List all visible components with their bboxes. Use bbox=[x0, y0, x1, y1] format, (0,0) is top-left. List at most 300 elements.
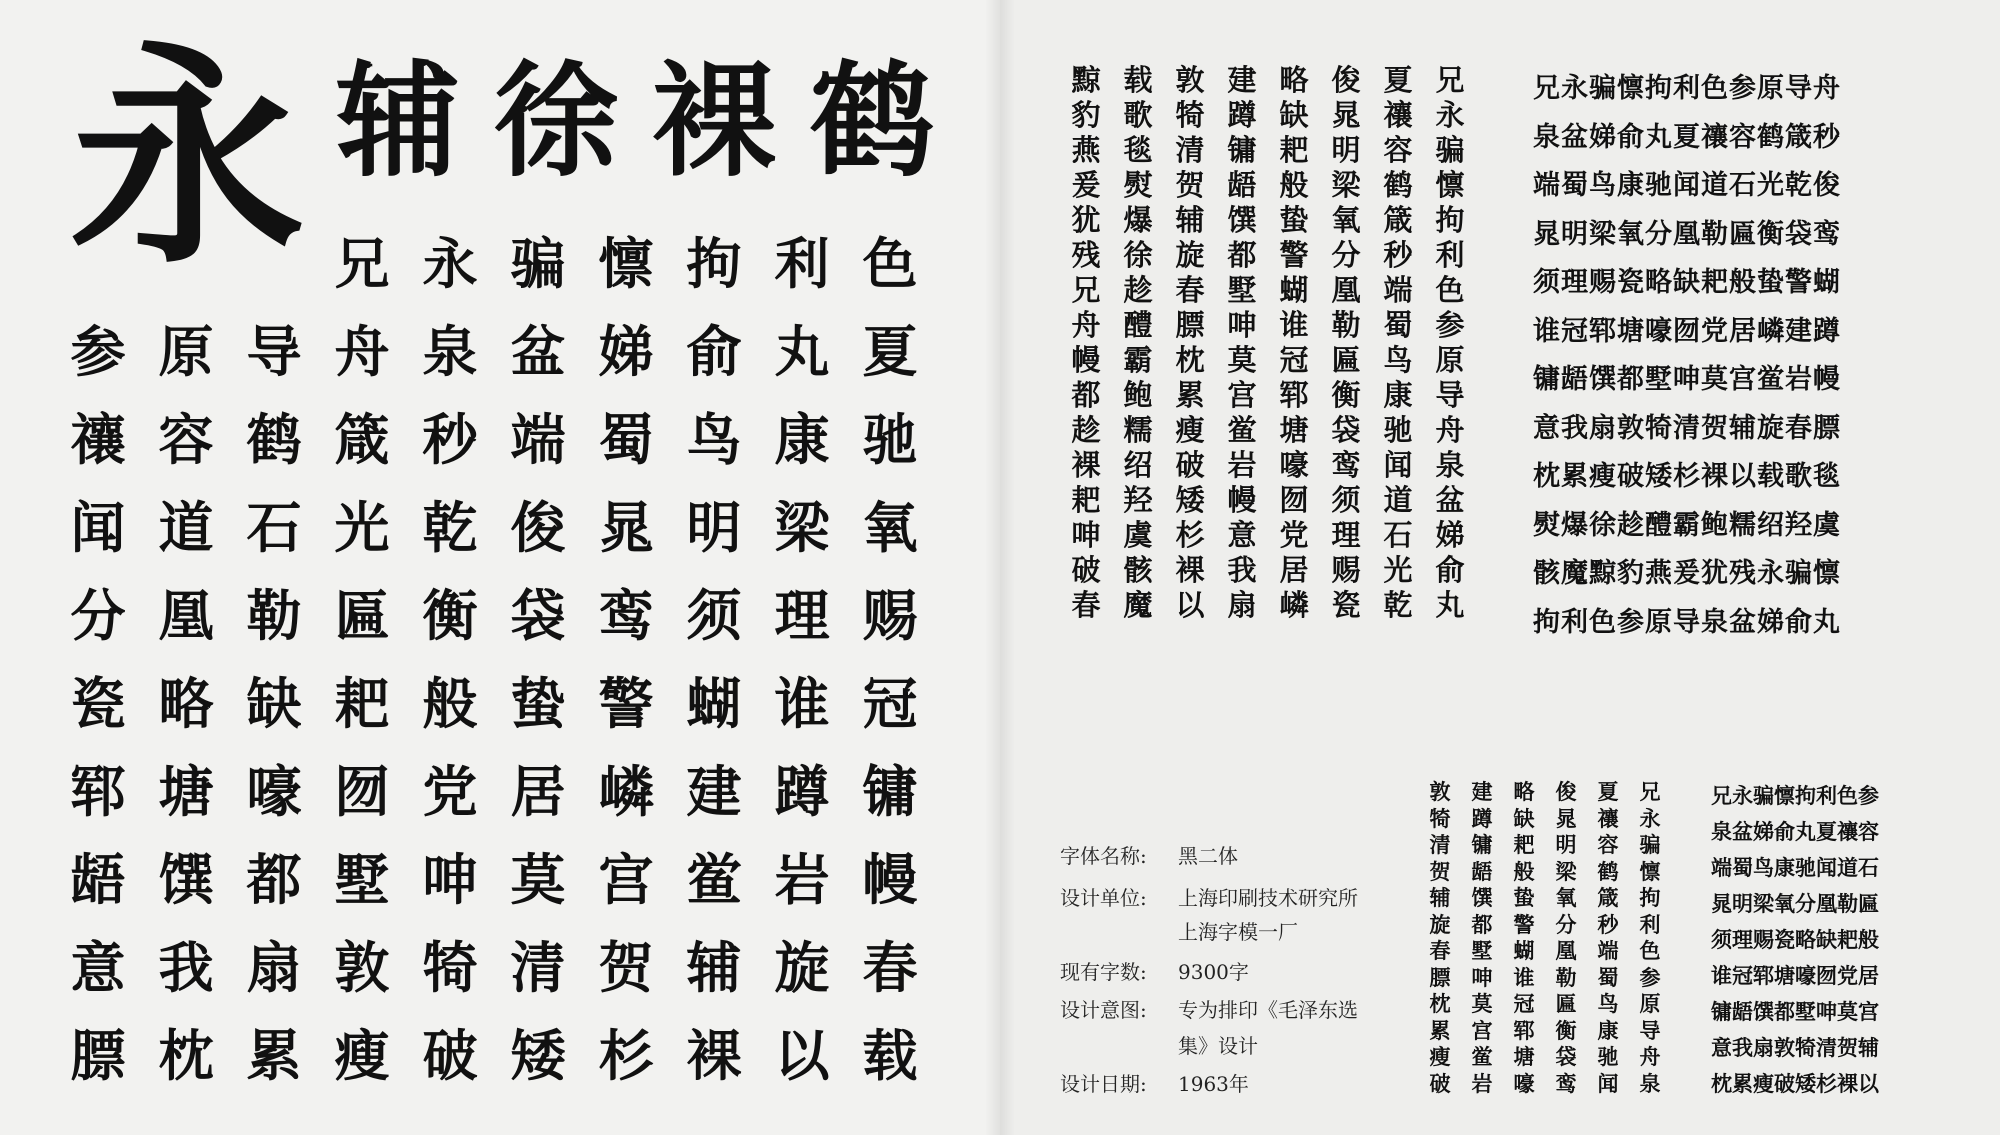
vertical-glyph: 禳 bbox=[1383, 98, 1413, 132]
small-vertical-glyph: 清 bbox=[1429, 833, 1451, 857]
grid-glyph: 我 bbox=[158, 936, 214, 1000]
vertical-glyph: 瘦 bbox=[1175, 413, 1205, 447]
vertical-glyph: 耙 bbox=[1279, 133, 1309, 167]
small-vertical-glyph: 匾 bbox=[1555, 992, 1577, 1016]
vertical-glyph: 呻 bbox=[1071, 518, 1101, 552]
grid-glyph: 以 bbox=[774, 1024, 830, 1088]
vertical-glyph: 旋 bbox=[1175, 238, 1205, 272]
grid-glyph: 枕 bbox=[158, 1024, 214, 1088]
grid-glyph: 嚎 bbox=[246, 760, 302, 824]
vertical-glyph: 糯 bbox=[1123, 413, 1153, 447]
small-vertical-glyph: 舟 bbox=[1639, 1045, 1661, 1069]
vertical-glyph: 扇 bbox=[1227, 588, 1257, 622]
vertical-glyph: 犹 bbox=[1071, 203, 1101, 237]
small-vertical-glyph: 驰 bbox=[1597, 1045, 1619, 1069]
grid-glyph: 破 bbox=[422, 1024, 478, 1088]
grid-glyph: 蝴 bbox=[686, 672, 742, 736]
small-vertical-glyph: 嚎 bbox=[1513, 1071, 1535, 1096]
info-value: 9300字 bbox=[1178, 960, 1249, 984]
small-vertical-glyph: 蝴 bbox=[1513, 939, 1535, 963]
vertical-glyph: 意 bbox=[1227, 518, 1257, 552]
vertical-glyph: 光 bbox=[1383, 553, 1413, 587]
vertical-glyph: 丸 bbox=[1435, 588, 1465, 622]
vertical-glyph: 镛 bbox=[1227, 133, 1257, 167]
grid-glyph: 犄 bbox=[422, 936, 478, 1000]
vertical-glyph: 春 bbox=[1071, 588, 1101, 622]
grid-glyph: 累 bbox=[246, 1024, 302, 1088]
small-vertical-glyph: 导 bbox=[1639, 1018, 1661, 1043]
vertical-glyph: 清 bbox=[1175, 133, 1205, 167]
vertical-glyph: 龉 bbox=[1227, 168, 1257, 202]
vertical-glyph: 俊 bbox=[1331, 63, 1361, 97]
small-vertical-glyph: 端 bbox=[1597, 939, 1619, 963]
grid-glyph: 容 bbox=[158, 408, 214, 472]
vertical-glyph: 容 bbox=[1383, 133, 1413, 167]
small-vertical-glyph: 冠 bbox=[1513, 992, 1535, 1016]
vertical-glyph: 瓷 bbox=[1331, 588, 1361, 622]
grid-glyph: 幔 bbox=[862, 848, 918, 912]
small-vertical-glyph: 参 bbox=[1639, 965, 1661, 990]
small-vertical-glyph: 镛 bbox=[1471, 833, 1493, 857]
grid-glyph: 永 bbox=[422, 232, 478, 296]
vertical-glyph: 累 bbox=[1175, 378, 1205, 412]
grid-glyph: 敦 bbox=[334, 936, 390, 1000]
vertical-glyph: 盆 bbox=[1435, 483, 1465, 517]
vertical-glyph: 导 bbox=[1435, 378, 1465, 412]
vertical-glyph: 秒 bbox=[1383, 238, 1413, 272]
vertical-glyph: 色 bbox=[1435, 273, 1465, 307]
small-vertical-glyph: 警 bbox=[1513, 912, 1535, 937]
vertical-glyph: 以 bbox=[1175, 588, 1205, 622]
vertical-glyph: 绍 bbox=[1123, 448, 1153, 482]
small-vertical-glyph: 蛰 bbox=[1513, 886, 1535, 910]
grid-glyph: 墅 bbox=[334, 848, 390, 912]
grid-glyph: 秒 bbox=[422, 408, 478, 472]
small-vertical-glyph: 鲎 bbox=[1471, 1045, 1493, 1069]
vertical-glyph: 须 bbox=[1331, 483, 1361, 517]
grid-glyph: 蛰 bbox=[510, 672, 566, 736]
vertical-glyph: 鲎 bbox=[1227, 413, 1257, 447]
vertical-glyph: 呻 bbox=[1227, 308, 1257, 342]
vertical-glyph: 蛰 bbox=[1279, 203, 1309, 237]
horizontal-row: 须理赐瓷略缺耙般蛰警蝴 bbox=[1533, 267, 1841, 298]
vertical-glyph: 馔 bbox=[1227, 203, 1257, 237]
grid-glyph: 都 bbox=[246, 848, 302, 912]
small-vertical-glyph: 泉 bbox=[1639, 1071, 1661, 1096]
grid-glyph: 泉 bbox=[422, 320, 478, 384]
small-vertical-glyph: 蹲 bbox=[1471, 806, 1493, 831]
horizontal-row: 镛龉馔都墅呻莫宫鲎岩幔 bbox=[1533, 364, 1841, 395]
vertical-glyph: 夏 bbox=[1383, 63, 1413, 97]
grid-glyph: 色 bbox=[862, 232, 918, 296]
grid-glyph: 袋 bbox=[510, 584, 566, 648]
small-vertical-glyph: 懔 bbox=[1639, 859, 1661, 884]
grid-glyph: 郓 bbox=[70, 760, 126, 824]
small-horizontal-row: 端蜀鸟康驰闻道石 bbox=[1711, 856, 1879, 880]
grid-glyph: 盆 bbox=[510, 320, 566, 384]
small-vertical-glyph: 略 bbox=[1513, 780, 1535, 804]
vertical-glyph: 豹 bbox=[1071, 98, 1101, 132]
grid-glyph: 呻 bbox=[422, 848, 478, 912]
grid-glyph: 夏 bbox=[862, 320, 918, 384]
info-label: 设计日期: bbox=[1060, 1072, 1147, 1096]
horizontal-row: 熨爆徐趁醴霸鲍糯绍羟虞 bbox=[1533, 509, 1841, 541]
vertical-glyph: 骗 bbox=[1435, 133, 1465, 167]
small-vertical-glyph: 氧 bbox=[1555, 886, 1577, 910]
info-label: 设计单位: bbox=[1060, 886, 1147, 910]
grid-glyph: 矮 bbox=[510, 1024, 566, 1088]
small-vertical-glyph: 敦 bbox=[1429, 780, 1451, 804]
vertical-glyph: 趁 bbox=[1123, 273, 1153, 307]
vertical-glyph: 蹲 bbox=[1227, 98, 1257, 132]
vertical-glyph: 分 bbox=[1331, 238, 1361, 272]
vertical-glyph: 囫 bbox=[1279, 483, 1309, 517]
small-vertical-glyph: 枕 bbox=[1429, 992, 1451, 1016]
grid-glyph: 警 bbox=[598, 672, 654, 736]
grid-glyph: 箴 bbox=[334, 408, 390, 472]
grid-glyph: 耙 bbox=[334, 672, 390, 736]
vertical-glyph: 舟 bbox=[1435, 413, 1465, 447]
vertical-glyph: 墅 bbox=[1227, 273, 1257, 307]
vertical-glyph: 谁 bbox=[1279, 308, 1309, 342]
vertical-glyph: 懔 bbox=[1435, 168, 1465, 202]
vertical-glyph: 羟 bbox=[1123, 483, 1153, 517]
small-vertical-glyph: 建 bbox=[1471, 780, 1493, 804]
grid-glyph: 蹲 bbox=[774, 760, 830, 824]
horizontal-row: 端蜀鸟康驰闻道石光乾俊 bbox=[1533, 170, 1841, 201]
vertical-glyph: 居 bbox=[1279, 553, 1309, 587]
headline-glyph: 辅 bbox=[335, 50, 460, 194]
grid-glyph: 懔 bbox=[598, 232, 654, 296]
grid-glyph: 扇 bbox=[246, 936, 302, 1000]
vertical-glyph: 宫 bbox=[1227, 378, 1257, 412]
small-vertical-glyph: 犄 bbox=[1429, 806, 1451, 831]
vertical-glyph: 贺 bbox=[1175, 168, 1205, 202]
grid-glyph: 蜀 bbox=[598, 408, 654, 472]
grid-glyph: 瘦 bbox=[334, 1024, 390, 1088]
vertical-glyph: 冠 bbox=[1279, 343, 1309, 377]
vertical-glyph: 膘 bbox=[1175, 308, 1205, 342]
vertical-glyph: 道 bbox=[1383, 483, 1413, 517]
vertical-glyph: 娣 bbox=[1435, 518, 1465, 552]
small-horizontal-row: 晁明梁氧分凰勒匾 bbox=[1711, 892, 1879, 916]
grid-glyph: 骗 bbox=[510, 232, 566, 296]
vertical-glyph: 鹤 bbox=[1383, 168, 1413, 202]
grid-glyph: 晁 bbox=[598, 496, 654, 560]
vertical-glyph: 缺 bbox=[1279, 98, 1309, 132]
small-vertical-glyph: 辅 bbox=[1429, 886, 1451, 910]
grid-glyph: 般 bbox=[422, 672, 478, 736]
grid-glyph: 石 bbox=[246, 496, 302, 560]
vertical-glyph: 裸 bbox=[1175, 553, 1205, 587]
small-vertical-glyph: 明 bbox=[1555, 833, 1577, 857]
grid-glyph: 理 bbox=[774, 584, 830, 648]
small-vertical-glyph: 利 bbox=[1639, 912, 1661, 937]
small-vertical-glyph: 康 bbox=[1597, 1018, 1619, 1043]
grid-glyph: 衡 bbox=[422, 584, 478, 648]
vertical-glyph: 破 bbox=[1071, 553, 1101, 587]
headline-glyph: 徐 bbox=[493, 50, 618, 194]
vertical-glyph: 乾 bbox=[1383, 588, 1413, 622]
small-vertical-glyph: 蜀 bbox=[1597, 965, 1619, 990]
small-vertical-glyph: 秒 bbox=[1597, 912, 1619, 937]
vertical-glyph: 蝴 bbox=[1279, 273, 1309, 307]
small-vertical-glyph: 骗 bbox=[1639, 833, 1661, 857]
small-vertical-glyph: 春 bbox=[1429, 939, 1451, 963]
vertical-glyph: 爆 bbox=[1123, 203, 1153, 237]
vertical-glyph: 氧 bbox=[1331, 203, 1361, 237]
small-horizontal-row: 谁冠郓塘嚎囫党居 bbox=[1711, 964, 1879, 988]
vertical-glyph: 康 bbox=[1383, 378, 1413, 412]
vertical-glyph: 徐 bbox=[1123, 238, 1153, 272]
small-vertical-glyph: 永 bbox=[1639, 806, 1661, 831]
small-vertical-glyph: 禳 bbox=[1597, 806, 1619, 831]
small-vertical-glyph: 馔 bbox=[1471, 886, 1493, 910]
grid-glyph: 塘 bbox=[158, 760, 214, 824]
grid-glyph: 辅 bbox=[686, 936, 742, 1000]
small-vertical-glyph: 鸾 bbox=[1555, 1071, 1577, 1096]
vertical-glyph: 醴 bbox=[1123, 308, 1153, 342]
grid-glyph: 镛 bbox=[862, 760, 918, 824]
small-vertical-glyph: 龉 bbox=[1471, 859, 1493, 884]
vertical-glyph: 我 bbox=[1227, 553, 1257, 587]
small-vertical-glyph: 贺 bbox=[1429, 859, 1451, 884]
vertical-glyph: 梁 bbox=[1331, 168, 1361, 202]
info-label: 设计意图: bbox=[1060, 998, 1147, 1022]
small-vertical-glyph: 岩 bbox=[1471, 1071, 1493, 1096]
vertical-glyph: 闻 bbox=[1383, 448, 1413, 482]
vertical-glyph: 莫 bbox=[1227, 343, 1257, 377]
small-vertical-glyph: 夏 bbox=[1597, 780, 1619, 804]
grid-glyph: 岩 bbox=[774, 848, 830, 912]
small-vertical-glyph: 缺 bbox=[1513, 806, 1535, 831]
vertical-glyph: 辅 bbox=[1175, 203, 1205, 237]
grid-glyph: 娣 bbox=[598, 320, 654, 384]
grid-glyph: 明 bbox=[686, 496, 742, 560]
vertical-glyph: 党 bbox=[1279, 518, 1309, 552]
small-vertical-glyph: 塘 bbox=[1513, 1045, 1535, 1069]
grid-glyph: 兄 bbox=[334, 232, 390, 296]
grid-glyph: 光 bbox=[334, 496, 390, 560]
grid-glyph: 党 bbox=[422, 760, 478, 824]
grid-glyph: 驰 bbox=[862, 408, 918, 472]
vertical-glyph: 驰 bbox=[1383, 413, 1413, 447]
grid-glyph: 导 bbox=[246, 320, 302, 384]
info-value: 上海印刷技术研究所 bbox=[1178, 886, 1358, 910]
small-vertical-glyph: 凰 bbox=[1555, 939, 1577, 963]
grid-glyph: 杉 bbox=[598, 1024, 654, 1088]
grid-glyph: 缺 bbox=[246, 672, 302, 736]
vertical-glyph: 凰 bbox=[1331, 273, 1361, 307]
vertical-glyph: 爰 bbox=[1071, 168, 1101, 202]
grid-glyph: 宫 bbox=[598, 848, 654, 912]
grid-glyph: 鸾 bbox=[598, 584, 654, 648]
info-value: 集》设计 bbox=[1178, 1034, 1258, 1058]
grid-glyph: 贺 bbox=[598, 936, 654, 1000]
grid-glyph: 俊 bbox=[510, 496, 566, 560]
horizontal-row: 拘利色参原导泉盆娣俞丸 bbox=[1533, 606, 1841, 638]
small-horizontal-row: 须理赐瓷略缺耙般 bbox=[1711, 928, 1879, 952]
vertical-glyph: 歌 bbox=[1123, 98, 1153, 132]
grid-glyph: 端 bbox=[510, 408, 566, 472]
vertical-glyph: 石 bbox=[1383, 518, 1413, 552]
grid-glyph: 膘 bbox=[70, 1024, 126, 1088]
vertical-glyph: 虞 bbox=[1123, 518, 1153, 552]
grid-glyph: 馔 bbox=[158, 848, 214, 912]
vertical-glyph: 略 bbox=[1279, 63, 1309, 97]
grid-glyph: 鸟 bbox=[686, 408, 742, 472]
horizontal-row: 意我扇敦犄清贺辅旋春膘 bbox=[1533, 412, 1841, 444]
small-vertical-glyph: 瘦 bbox=[1429, 1045, 1451, 1069]
small-vertical-glyph: 勒 bbox=[1555, 965, 1577, 990]
small-vertical-glyph: 色 bbox=[1639, 939, 1661, 963]
small-vertical-glyph: 呻 bbox=[1471, 965, 1493, 990]
vertical-glyph: 幔 bbox=[1227, 483, 1257, 517]
vertical-glyph: 郓 bbox=[1279, 378, 1309, 412]
grid-glyph: 禳 bbox=[70, 408, 126, 472]
vertical-glyph: 衡 bbox=[1331, 378, 1361, 412]
small-vertical-glyph: 袋 bbox=[1555, 1045, 1577, 1069]
vertical-glyph: 袋 bbox=[1331, 413, 1361, 447]
small-horizontal-row: 兄永骗懔拘利色参 bbox=[1711, 784, 1879, 808]
vertical-glyph: 都 bbox=[1071, 378, 1101, 412]
vertical-glyph: 裸 bbox=[1071, 448, 1101, 482]
grid-glyph: 春 bbox=[862, 936, 918, 1000]
horizontal-row: 兄永骗懔拘利色参原导舟 bbox=[1533, 73, 1841, 104]
small-vertical-glyph: 原 bbox=[1639, 992, 1661, 1016]
small-vertical-glyph: 郓 bbox=[1513, 1018, 1535, 1043]
small-vertical-glyph: 兄 bbox=[1639, 780, 1661, 804]
grid-glyph: 赐 bbox=[862, 584, 918, 648]
vertical-glyph: 利 bbox=[1435, 238, 1465, 272]
small-horizontal-row: 意我扇敦犄清贺辅 bbox=[1711, 1036, 1879, 1060]
vertical-glyph: 塘 bbox=[1279, 413, 1309, 447]
vertical-glyph: 蜀 bbox=[1383, 308, 1413, 342]
small-vertical-glyph: 累 bbox=[1429, 1018, 1451, 1043]
small-vertical-glyph: 鹤 bbox=[1597, 859, 1619, 884]
grid-glyph: 清 bbox=[510, 936, 566, 1000]
vertical-glyph: 鲍 bbox=[1123, 378, 1153, 412]
grid-glyph: 原 bbox=[158, 320, 214, 384]
small-vertical-glyph: 闻 bbox=[1597, 1071, 1619, 1096]
small-horizontal-row: 镛龉馔都墅呻莫宫 bbox=[1711, 1000, 1879, 1024]
vertical-glyph: 舟 bbox=[1071, 308, 1101, 342]
info-value: 专为排印《毛泽东选 bbox=[1178, 998, 1358, 1022]
grid-glyph: 匾 bbox=[334, 584, 390, 648]
small-vertical-glyph: 衡 bbox=[1555, 1018, 1577, 1043]
vertical-glyph: 嶙 bbox=[1279, 588, 1309, 622]
small-vertical-glyph: 俊 bbox=[1555, 780, 1577, 804]
grid-glyph: 瓷 bbox=[70, 672, 126, 736]
small-vertical-glyph: 般 bbox=[1513, 859, 1535, 884]
info-label: 现有字数: bbox=[1060, 960, 1147, 984]
small-vertical-glyph: 谁 bbox=[1513, 965, 1535, 990]
vertical-glyph: 魔 bbox=[1123, 588, 1153, 622]
vertical-glyph: 都 bbox=[1227, 238, 1257, 272]
grid-glyph: 闻 bbox=[70, 496, 126, 560]
vertical-glyph: 矮 bbox=[1175, 483, 1205, 517]
grid-glyph: 鲎 bbox=[686, 848, 742, 912]
headline-glyph: 裸 bbox=[651, 50, 776, 194]
vertical-glyph: 鸾 bbox=[1331, 448, 1361, 482]
small-horizontal-row: 泉盆娣俞丸夏禳容 bbox=[1711, 820, 1879, 844]
vertical-glyph: 黥 bbox=[1071, 63, 1101, 97]
grid-glyph: 丸 bbox=[774, 320, 830, 384]
grid-glyph: 龉 bbox=[70, 848, 126, 912]
grid-glyph: 冠 bbox=[862, 672, 918, 736]
vertical-glyph: 载 bbox=[1123, 63, 1153, 97]
grid-glyph: 意 bbox=[70, 936, 126, 1000]
grid-glyph: 裸 bbox=[686, 1024, 742, 1088]
horizontal-row: 泉盆娣俞丸夏禳容鹤箴秒 bbox=[1533, 121, 1841, 153]
grid-glyph: 道 bbox=[158, 496, 214, 560]
grid-glyph: 俞 bbox=[686, 320, 742, 384]
vertical-glyph: 原 bbox=[1435, 343, 1465, 377]
small-vertical-glyph: 拘 bbox=[1639, 886, 1661, 910]
vertical-glyph: 晁 bbox=[1331, 98, 1361, 132]
grid-glyph: 舟 bbox=[334, 320, 390, 384]
grid-glyph: 嶙 bbox=[598, 760, 654, 824]
vertical-glyph: 耙 bbox=[1071, 483, 1101, 517]
vertical-glyph: 趁 bbox=[1071, 413, 1101, 447]
grid-glyph: 略 bbox=[158, 672, 214, 736]
grid-glyph: 鹤 bbox=[246, 408, 302, 472]
vertical-glyph: 敦 bbox=[1175, 63, 1205, 97]
vertical-glyph: 骸 bbox=[1123, 553, 1153, 587]
vertical-glyph: 春 bbox=[1175, 273, 1205, 307]
small-horizontal-row: 枕累瘦破矮杉裸以 bbox=[1711, 1072, 1879, 1096]
vertical-glyph: 般 bbox=[1279, 168, 1309, 202]
small-vertical-glyph: 墅 bbox=[1471, 939, 1493, 963]
info-label: 字体名称: bbox=[1060, 844, 1147, 868]
small-vertical-glyph: 梁 bbox=[1555, 859, 1577, 884]
small-vertical-glyph: 容 bbox=[1597, 833, 1619, 857]
grid-glyph: 康 bbox=[774, 408, 830, 472]
grid-glyph: 凰 bbox=[158, 584, 214, 648]
grid-glyph: 旋 bbox=[774, 936, 830, 1000]
grid-glyph: 莫 bbox=[510, 848, 566, 912]
small-vertical-glyph: 都 bbox=[1471, 912, 1493, 937]
grid-glyph: 勒 bbox=[246, 584, 302, 648]
grid-glyph: 参 bbox=[70, 320, 126, 384]
vertical-glyph: 参 bbox=[1435, 308, 1465, 342]
small-vertical-glyph: 膘 bbox=[1429, 965, 1451, 990]
small-vertical-glyph: 破 bbox=[1429, 1071, 1451, 1096]
grid-glyph: 乾 bbox=[422, 496, 478, 560]
vertical-glyph: 泉 bbox=[1435, 448, 1465, 482]
headline-glyph: 鹤 bbox=[809, 50, 934, 194]
info-value: 1963年 bbox=[1178, 1072, 1249, 1096]
vertical-glyph: 拘 bbox=[1435, 203, 1465, 237]
vertical-glyph: 赐 bbox=[1331, 553, 1361, 587]
vertical-glyph: 燕 bbox=[1071, 133, 1101, 167]
small-vertical-glyph: 宫 bbox=[1471, 1018, 1493, 1043]
vertical-glyph: 嚎 bbox=[1279, 448, 1309, 482]
vertical-glyph: 犄 bbox=[1175, 98, 1205, 132]
vertical-glyph: 端 bbox=[1383, 273, 1413, 307]
small-vertical-glyph: 晁 bbox=[1555, 806, 1577, 831]
vertical-glyph: 明 bbox=[1331, 133, 1361, 167]
vertical-glyph: 残 bbox=[1071, 238, 1101, 272]
vertical-glyph: 匾 bbox=[1331, 343, 1361, 377]
vertical-glyph: 兄 bbox=[1071, 273, 1101, 307]
vertical-glyph: 毯 bbox=[1123, 133, 1153, 167]
vertical-glyph: 鸟 bbox=[1383, 343, 1413, 377]
grid-glyph: 拘 bbox=[686, 232, 742, 296]
vertical-glyph: 理 bbox=[1331, 518, 1361, 552]
vertical-glyph: 幔 bbox=[1071, 343, 1101, 377]
small-vertical-glyph: 分 bbox=[1555, 912, 1577, 937]
